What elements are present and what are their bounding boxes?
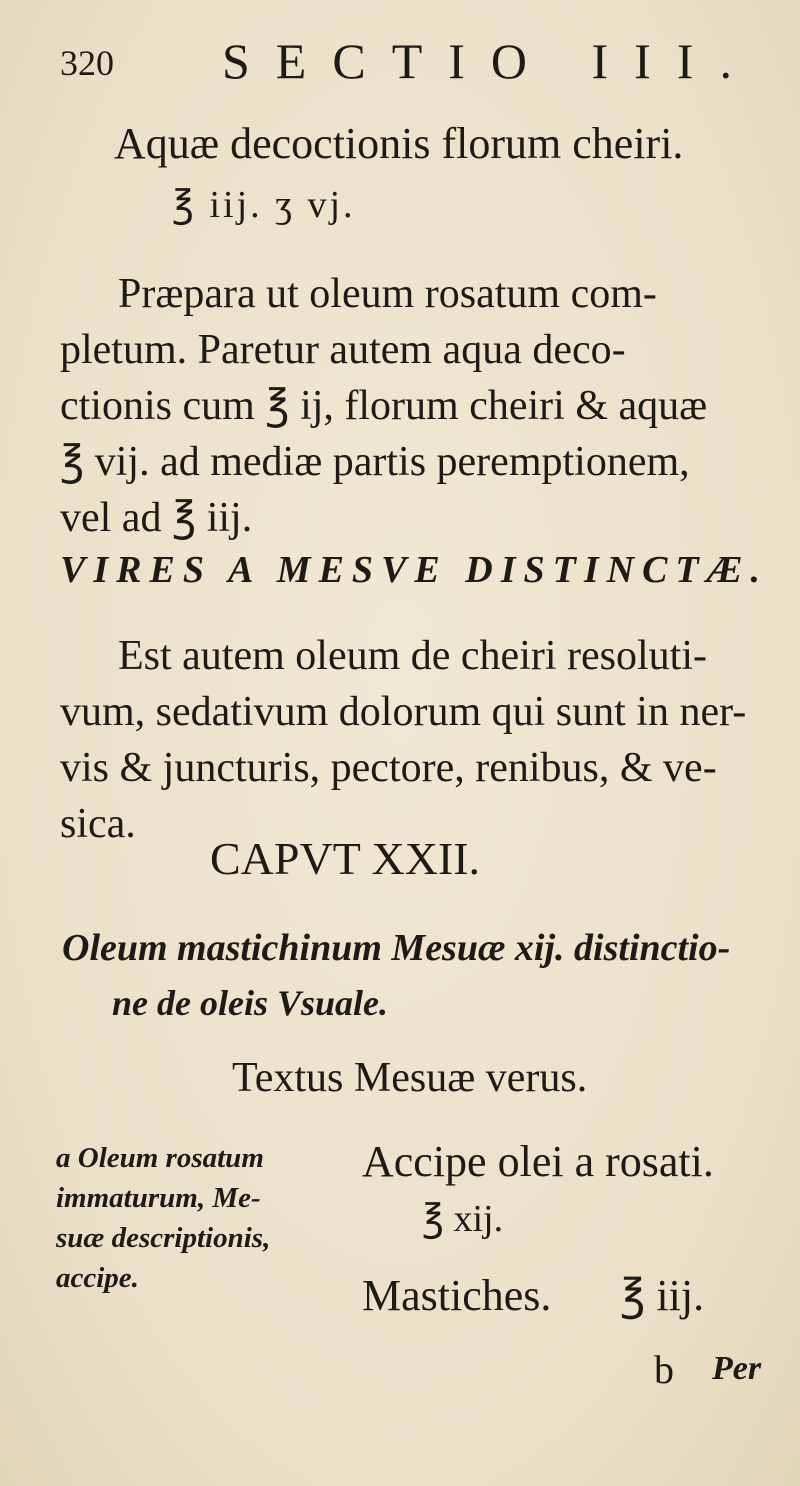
vires-line: Est autem oleum de cheiri resoluti- <box>118 633 707 679</box>
chapter-title-line: ne de oleis Vsuale. <box>112 983 388 1023</box>
instructions-line: Præpara ut oleum rosatum com- <box>118 271 657 317</box>
instructions-line: vel ad ℥ iij. <box>60 495 253 541</box>
vires-heading: VIRES A MESVE DISTINCTÆ. <box>60 549 768 591</box>
instructions-line: ctionis cum ℥ ij, florum cheiri & aquæ <box>60 383 708 429</box>
textus-heading: Textus Mesuæ verus. <box>232 1055 588 1101</box>
recipe-dose: ℥ xij. <box>422 1198 504 1240</box>
recipe-line: Mastiches. <box>362 1271 552 1320</box>
chapter-title-line: Oleum mastichinum Mesuæ xij. distinctio- <box>62 927 731 969</box>
vires-line: vum, sedativum dolorum qui sunt in ner- <box>60 689 747 735</box>
section-heading: SECTIO III. <box>222 33 758 89</box>
recipe-line: Accipe olei a rosati. <box>362 1137 714 1186</box>
margin-note-line: immaturum, Me- <box>56 1182 261 1214</box>
catchword: Per <box>712 1350 762 1387</box>
margin-note-line: a Oleum rosatum <box>56 1142 264 1174</box>
instructions-line: pletum. Paretur autem aqua deco- <box>60 327 626 373</box>
page-number: 320 <box>60 43 114 83</box>
instructions-line: ℥ vij. ad mediæ partis peremptionem, <box>60 439 690 485</box>
chapter-heading: CAPVT XXII. <box>210 833 481 884</box>
signature-mark: b <box>654 1347 674 1392</box>
margin-note-line: suæ descriptionis, <box>56 1222 271 1254</box>
vires-line: sica. <box>60 801 136 847</box>
margin-note-line: accipe. <box>56 1262 139 1294</box>
ingredient-dose: ℥ iij. ʒ vj. <box>172 184 356 226</box>
recipe-dose: ℥ iij. <box>620 1271 705 1320</box>
ingredient-title: Aquæ decoctionis florum cheiri. <box>114 119 684 168</box>
vires-line: vis & juncturis, pectore, renibus, & ve- <box>60 745 717 791</box>
